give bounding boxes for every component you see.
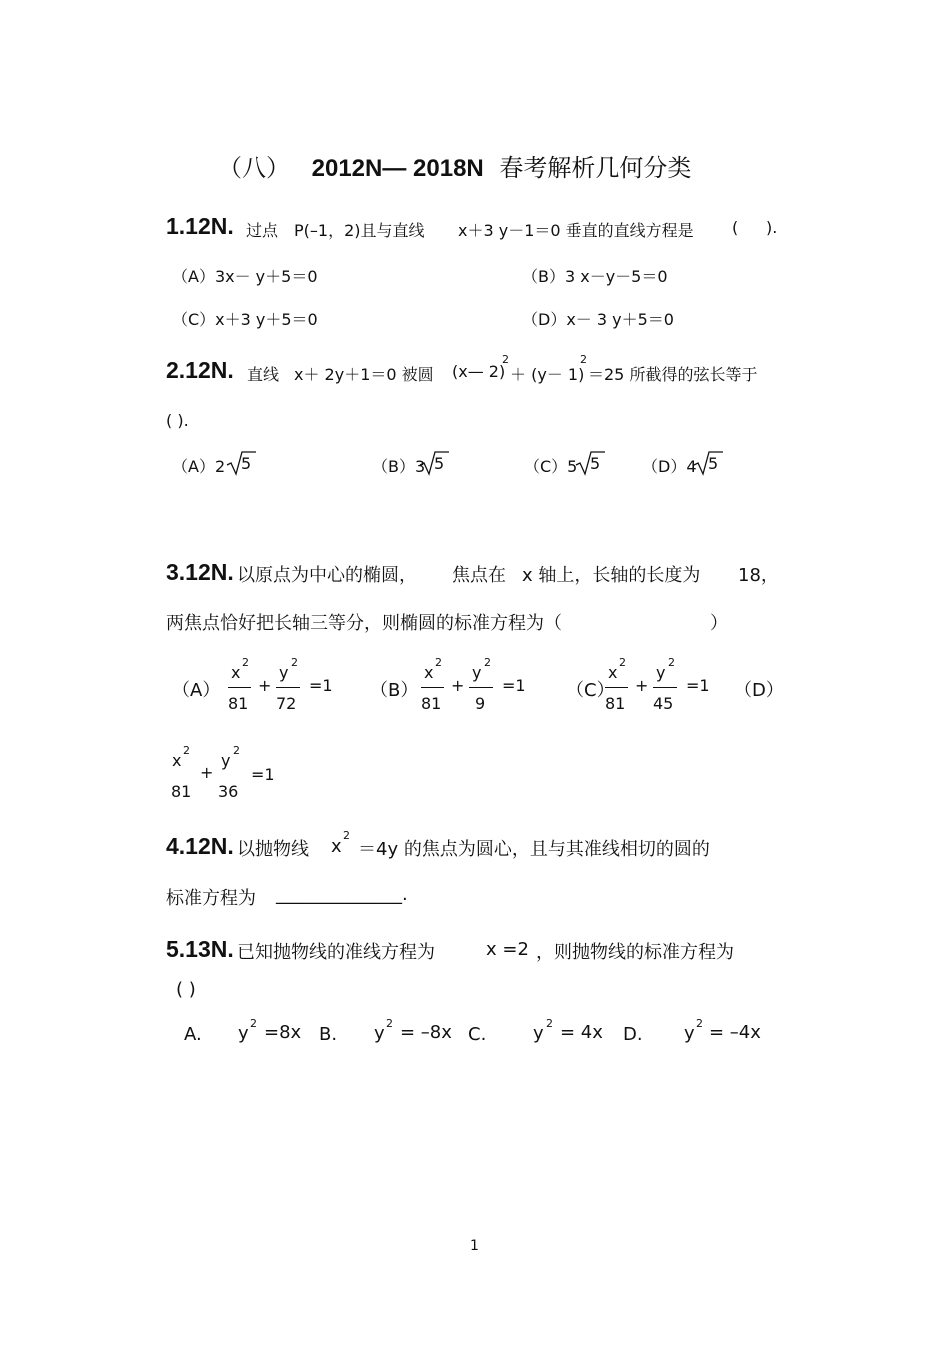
equals-one: =1 — [502, 676, 526, 695]
question-stem: 直线 — [247, 365, 280, 384]
option-a: （A）2 — [172, 457, 226, 476]
question-stem: 过点 — [246, 221, 279, 240]
page-title — [218, 148, 691, 183]
plus-sign: + — [635, 676, 649, 695]
question-stem: 以抛物线 — [237, 839, 309, 860]
question-stem: 以原点为中心的椭圆， — [237, 565, 417, 586]
equals-one: =1 — [686, 676, 710, 695]
option-b-rhs: = –8x — [400, 1022, 452, 1043]
option-c-label: C. — [468, 1024, 487, 1045]
question-stem: (x— 2) — [452, 362, 506, 381]
equals-one: =1 — [309, 676, 333, 695]
option-b-y: y — [374, 1023, 385, 1044]
option-d-label: D. — [623, 1024, 643, 1045]
question-stem: x 轴上，长轴的长度为 — [522, 565, 701, 586]
question-stem: ＝4y 的焦点为圆心，且与其准线相切的圆的 — [358, 839, 710, 860]
answer-blank: ） — [710, 613, 728, 634]
title-suffix: 春考解析几何分类 — [499, 154, 692, 182]
equals-one: =1 — [251, 765, 275, 784]
option-a: （A）3x－ y＋5＝0 — [172, 267, 318, 286]
question-stem: x — [331, 836, 342, 857]
option-d-y: y — [684, 1023, 695, 1044]
plus-sign: + — [258, 676, 272, 695]
answer-blank: ). — [766, 218, 778, 237]
answer-blank: ( ) — [176, 979, 196, 1000]
exponent: 2 — [546, 1017, 553, 1030]
plus-sign: + — [200, 763, 214, 782]
radicand: 5 — [434, 454, 445, 473]
exponent: 2 — [250, 1017, 257, 1030]
question-stem: ＋ (y－ 1) — [510, 365, 585, 384]
option-c-rhs: = 4x — [560, 1022, 603, 1043]
option-d: （D）4 — [642, 457, 697, 476]
option-d-label: （D） — [734, 680, 784, 701]
exponent: 2 — [343, 829, 350, 842]
question-stem: ＝25 所截得的弦长等于 — [588, 365, 758, 384]
question-stem: 两焦点恰好把长轴三等分，则椭圆的标准方程为（ — [166, 613, 562, 634]
question-stem: 18， — [738, 565, 779, 586]
question-number: 2.12N. — [166, 357, 234, 383]
exponent: 2 — [386, 1017, 393, 1030]
option-d-rhs: = –4x — [709, 1022, 761, 1043]
question-stem: 焦点在 — [452, 565, 506, 586]
option-b: （B）3 — [372, 457, 426, 476]
option-c-label: （C） — [566, 680, 615, 701]
option-c: （C）x＋3 y＋5＝0 — [172, 310, 318, 329]
plus-sign: + — [451, 676, 465, 695]
question-stem: P(–1，2)且与直线 — [294, 221, 425, 240]
option-a-label: （A） — [172, 680, 221, 701]
exponent: 2 — [696, 1017, 703, 1030]
option-c: （C）5 — [524, 457, 578, 476]
option-c-y: y — [533, 1023, 544, 1044]
answer-blank: ( — [732, 218, 739, 237]
page-number: 1 — [470, 1238, 479, 1254]
option-a-y: y — [238, 1023, 249, 1044]
question-number: 5.13N. — [166, 936, 234, 962]
question-number: 4.12N. — [166, 833, 234, 859]
question-number: 3.12N. — [166, 559, 234, 585]
question-stem: 已知抛物线的准线方程为 — [237, 942, 435, 963]
radicand: 5 — [590, 454, 601, 473]
title-range: 2012N— 2018N — [311, 155, 484, 182]
question-stem: x＋ 2y＋1＝0 被圆 — [294, 365, 434, 384]
question-number: 1.12N. — [166, 213, 234, 239]
option-b-label: （B） — [370, 680, 419, 701]
exponent: 2 — [502, 353, 509, 366]
option-d: （D）x－ 3 y＋5＝0 — [522, 310, 674, 329]
question-stem: x＋3 y－1＝0 垂直的直线方程是 — [458, 221, 694, 240]
question-stem: 标准方程为 — [166, 888, 256, 909]
option-a-label: A. — [184, 1024, 202, 1045]
option-a-rhs: =8x — [264, 1022, 302, 1043]
title-prefix: （八） — [218, 154, 290, 182]
answer-blank: ( ). — [166, 411, 189, 430]
option-b: （B）3 x－y－5＝0 — [522, 267, 668, 286]
exponent: 2 — [580, 353, 587, 366]
question-stem: x =2 — [486, 939, 529, 960]
question-stem: ，则抛物线的标准方程为 — [536, 942, 734, 963]
radicand: 5 — [241, 454, 252, 473]
radicand: 5 — [708, 454, 719, 473]
option-b-label: B. — [319, 1024, 338, 1045]
answer-blank: ______________. — [276, 884, 408, 905]
